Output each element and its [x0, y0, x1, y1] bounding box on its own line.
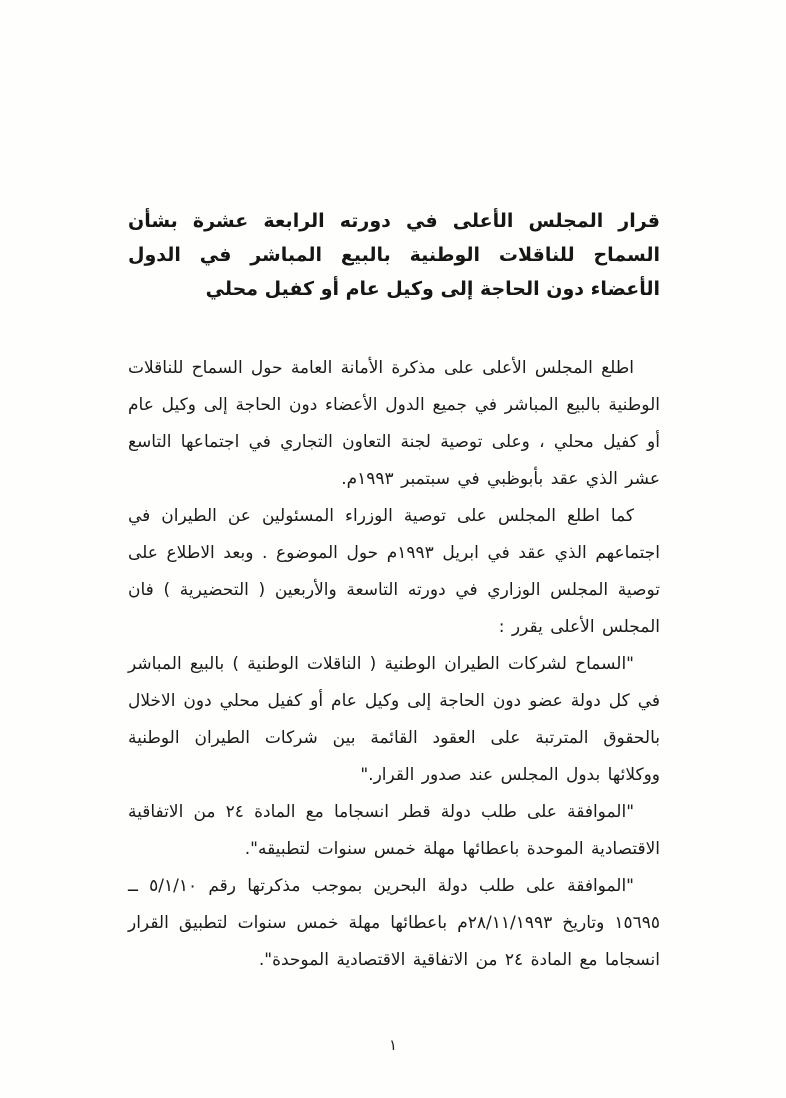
- paragraph-2: كما اطلع المجلس على توصية الوزراء المسئولين عن الطيران في اجتماعهم الذي عقد في ابريل ١٩٩٣م حول الموضوع . وبعد الاطلاع على توصية المجلس الوزاري في دورته التاسعة والأربعين ( التحضيرية ) فان المجلس الأعلى يقرر :: [128, 506, 660, 637]
- document-body: [128, 350, 660, 979]
- paragraph-4: "الموافقة على طلب دولة قطر انسجاما مع المادة ٢٤ من الاتفاقية الاقتصادية الموحدة باعطائها مهلة خمس سنوات لتطبيقه".: [128, 802, 660, 859]
- page-number: ١: [388, 1036, 398, 1054]
- paragraph-1: اطلع المجلس الأعلى على مذكرة الأمانة العامة حول السماح للناقلات الوطنية بالبيع المباشر في جميع الدول الأعضاء دون الحاجة إلى وكيل عام أو كفيل محلي ، وعلى توصية لجنة التعاون التجاري في اجتماعها التاسع عشر الذي عقد بأبوظبي في سبتمبر ١٩٩٣م.: [128, 358, 660, 489]
- paragraph-5: "الموافقة على طلب دولة البحرين بموجب مذكرتها رقم ٥/١/١٠ ــ ١٥٦٩٥ وتاريخ ٢٨/١١/١٩٩٣م باعطائها مهلة خمس سنوات لتطبيق القرار انسجاما مع المادة ٢٤ من الاتفاقية الاقتصادية الموحدة".: [128, 876, 661, 970]
- document-title: قرار المجلس الأعلى في دورته الرابعة عشرة بشأن السماح للناقلات الوطنية بالبيع المباشر في الدول الأعضاء دون الحاجة إلى وكيل عام أو كفيل محلي: [128, 210, 660, 300]
- paragraph-3: "السماح لشركات الطيران الوطنية ( الناقلات الوطنية ) بالبيع المباشر في كل دولة عضو دون الحاجة إلى وكيل عام أو كفيل محلي دون الاخلال بالحقوق المترتبة على العقود القائمة بين شركات الطيران الوطنية ووكلائها بدول المجلس عند صدور القرار.": [128, 654, 660, 785]
